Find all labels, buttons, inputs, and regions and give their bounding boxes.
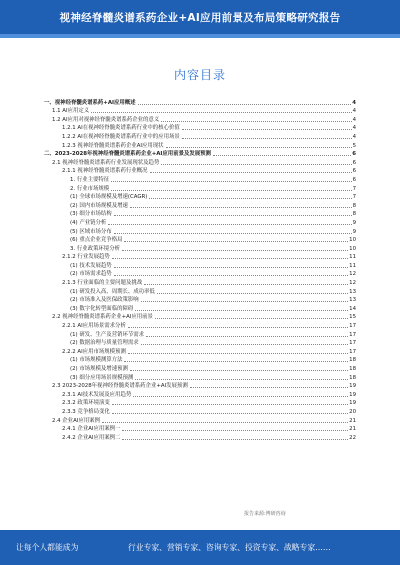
- report-header: [0, 0, 400, 34]
- toc-leader-dots: [111, 181, 351, 182]
- toc-leader-dots: [141, 301, 348, 302]
- toc-entry-text: (1) 技术发展趋势: [70, 262, 112, 269]
- toc-entry[interactable]: [44, 227, 356, 236]
- toc-entry[interactable]: [44, 364, 356, 373]
- toc-entry-text: 2.3 2023-2028年视神经脊髓炎谱系药企业+AI发展预测: [52, 383, 188, 390]
- toc-entry[interactable]: [44, 107, 356, 116]
- toc-page-number: 14: [349, 305, 356, 312]
- toc-leader-dots: [114, 233, 352, 234]
- toc-entry[interactable]: [44, 175, 356, 184]
- toc-entry[interactable]: [44, 390, 356, 399]
- toc-leader-dots: [135, 379, 348, 380]
- toc-entry-text: 2.1 视神经脊髓炎谱系药行业发展现状及趋势: [52, 159, 160, 166]
- toc-entry[interactable]: [44, 356, 356, 365]
- toc-page-number: 5: [352, 142, 356, 149]
- toc-entry[interactable]: [44, 201, 356, 210]
- toc-leader-dots: [122, 250, 348, 251]
- toc-page-number: 11: [349, 254, 356, 261]
- toc-page-number: 6: [352, 176, 356, 183]
- toc-leader-dots: [114, 275, 348, 276]
- toc-page-number: 12: [349, 280, 356, 287]
- toc-entry-text: 2.1.2 行业发展趋势: [62, 254, 110, 261]
- toc-page-number: 17: [349, 348, 356, 355]
- toc-page-number: 17: [349, 323, 356, 330]
- toc-leader-dots: [114, 215, 352, 216]
- toc-entry-text: (1) 研发投入高、周期长、成功率低: [70, 288, 155, 295]
- toc-leader-dots: [150, 172, 352, 173]
- table-of-contents: [44, 98, 356, 442]
- toc-page-number: 19: [349, 383, 356, 390]
- toc-leader-dots: [128, 353, 348, 354]
- toc-entry-text: 3. 行业政策环境分析: [70, 245, 120, 252]
- toc-page-number: 4: [352, 108, 356, 115]
- toc-entry-text: (6) 重点企业竞争格局: [70, 237, 123, 244]
- toc-page-number: 6: [352, 151, 356, 158]
- toc-entry-text: 1.2 AI应用对视神经脊髓炎谱系药企业的意义: [52, 116, 160, 123]
- toc-page-number: 6: [352, 168, 356, 175]
- toc-entry[interactable]: [44, 132, 356, 141]
- toc-entry-text: (1) 市场规模测算方法: [70, 357, 123, 364]
- toc-entry[interactable]: [44, 150, 356, 159]
- toc-entry[interactable]: [44, 347, 356, 356]
- toc-leader-dots: [161, 121, 351, 122]
- toc-leader-dots: [182, 129, 352, 130]
- toc-entry[interactable]: [44, 373, 356, 382]
- toc-leader-dots: [141, 344, 348, 345]
- toc-entry-text: (5) 区域市场分布: [70, 228, 112, 235]
- toc-page-number: 13: [349, 297, 356, 304]
- toc-entry-text: (2) 市场需求趋势: [70, 271, 112, 278]
- toc-entry[interactable]: [44, 158, 356, 167]
- toc-entry[interactable]: [44, 382, 356, 391]
- toc-entry-text: (2) 数据治理与质量管理需求: [70, 340, 139, 347]
- toc-entry[interactable]: [44, 339, 356, 348]
- toc-entry-text: 1. 行业主要特征: [70, 176, 110, 183]
- toc-entry-text: 2.3.1 AI技术发展及应用趋势: [62, 391, 132, 398]
- report-title: 视神经脊髓炎谱系药企业+AI应用前景及布局策略研究报告: [59, 11, 341, 24]
- toc-page-number: 20: [349, 408, 356, 415]
- watermark: 报告来源:博研咨询: [244, 511, 286, 517]
- toc-entry-text: 2.4.1 企业AI应用案例一: [62, 426, 121, 433]
- toc-entry[interactable]: [44, 98, 356, 107]
- footer-expert-list: 行业专家、营销专家、咨询专家、投资专家、战略专家……: [128, 543, 331, 552]
- toc-leader-dots: [112, 258, 348, 259]
- toc-entry-text: 2.1.1 视神经脊髓炎谱系药行业概况: [62, 168, 148, 175]
- toc-entry[interactable]: [44, 425, 356, 434]
- toc-entry-text: 二、2023-2028年视神经脊髓炎谱系药企业+AI应用前景及发展预测: [44, 151, 211, 158]
- toc-entry[interactable]: [44, 244, 356, 253]
- toc-page-number: 21: [349, 417, 356, 424]
- toc-leader-dots: [124, 241, 348, 242]
- toc-entry-text: (2) 市场准入及医保政策影响: [70, 297, 139, 304]
- toc-entry-text: 2.4 企业AI应用案例: [52, 417, 100, 424]
- toc-entry-text: 2.2 视神经脊髓炎谱系药企业+AI应用前景: [52, 314, 153, 321]
- toc-leader-dots: [149, 198, 351, 199]
- toc-leader-dots: [102, 422, 348, 423]
- toc-page-number: 18: [349, 366, 356, 372]
- toc-entry[interactable]: [44, 124, 356, 133]
- toc-leader-dots: [138, 104, 352, 105]
- toc-leader-dots: [122, 430, 348, 431]
- toc-leader-dots: [213, 155, 351, 156]
- toc-page-number: 10: [349, 245, 356, 252]
- toc-entry[interactable]: [44, 399, 356, 408]
- footer-banner: [0, 530, 400, 565]
- toc-page-number: 22: [349, 434, 356, 441]
- toc-page-number: 10: [349, 237, 356, 244]
- toc-entry[interactable]: [44, 433, 356, 442]
- toc-page-number: 9: [352, 228, 356, 235]
- toc-entry[interactable]: [44, 304, 356, 313]
- toc-entry[interactable]: [44, 313, 356, 322]
- toc-entry-text: 2.3.3 竞争格局变化: [62, 408, 110, 415]
- toc-page-number: 19: [349, 391, 356, 398]
- toc-page-number: 18: [349, 374, 356, 381]
- toc-page-number: 7: [352, 194, 356, 201]
- toc-page-number: 21: [349, 426, 356, 433]
- toc-page-number: 17: [349, 340, 356, 347]
- toc-page-number: 19: [349, 400, 356, 407]
- toc-page-number: 4: [352, 133, 356, 140]
- toc-entry[interactable]: [44, 141, 356, 150]
- toc-leader-dots: [130, 370, 348, 371]
- toc-leader-dots: [91, 112, 351, 113]
- toc-entry[interactable]: [44, 287, 356, 296]
- toc-leader-dots: [135, 310, 348, 311]
- toc-entry[interactable]: [44, 184, 356, 193]
- toc-leader-dots: [133, 396, 348, 397]
- toc-leader-dots: [155, 318, 348, 319]
- toc-title: 内容目录: [173, 68, 226, 82]
- toc-entry[interactable]: [44, 296, 356, 305]
- toc-entry[interactable]: [44, 321, 356, 330]
- toc-entry-text: 2.2.1 AI应用场景需求分析: [62, 323, 126, 330]
- toc-entry-text: 1.2.3 视神经脊髓炎谱系药企业AI应用现状: [62, 142, 164, 149]
- toc-entry-text: 2. 行业市场规模: [70, 185, 110, 192]
- toc-page-number: 12: [349, 271, 356, 278]
- toc-entry-text: 2.2.2 AI应用市场规模预测: [62, 348, 126, 355]
- toc-page-number: 4: [352, 116, 356, 123]
- toc-entry[interactable]: [44, 115, 356, 124]
- footer-slogan: 让每个人都能成为: [16, 543, 79, 552]
- toc-entry[interactable]: [44, 253, 356, 262]
- toc-entry-text: (2) 国内市场规模及增速: [70, 202, 128, 209]
- toc-entry-text: 2.3.2 政策环境演变: [62, 400, 110, 407]
- toc-entry-text: 2.4.2 企业AI应用案例二: [62, 434, 121, 441]
- toc-leader-dots: [144, 284, 348, 285]
- toc-entry[interactable]: [44, 278, 356, 287]
- toc-page-number: 9: [352, 219, 356, 226]
- toc-entry[interactable]: [44, 236, 356, 245]
- toc-entry-text: 2.1.3 行业面临的主要问题及挑战: [62, 280, 143, 287]
- toc-page-number: 4: [352, 125, 356, 132]
- toc-entry-text: (1) 全球市场规模及增速(CAGR): [70, 194, 148, 201]
- toc-entry[interactable]: [44, 210, 356, 219]
- toc-entry-text: 1.2.2 AI在视神经脊髓炎谱系药行业中的应用场景: [62, 133, 180, 140]
- toc-entry-text: (3) 数字化转型面临的障碍: [70, 305, 134, 312]
- toc-leader-dots: [124, 361, 348, 362]
- toc-leader-dots: [122, 439, 348, 440]
- toc-leader-dots: [157, 293, 348, 294]
- toc-entry-text: 一、视神经脊髓炎谱系药+AI应用概述: [44, 99, 136, 106]
- toc-leader-dots: [111, 190, 351, 191]
- toc-leader-dots: [112, 413, 348, 414]
- toc-entry[interactable]: [44, 270, 356, 279]
- toc-leader-dots: [166, 147, 352, 148]
- toc-page-number: 6: [352, 159, 356, 166]
- toc-entry[interactable]: [44, 167, 356, 176]
- toc-entry[interactable]: [44, 261, 356, 270]
- toc-entry[interactable]: [44, 407, 356, 416]
- toc-page-number: 4: [352, 99, 356, 106]
- toc-leader-dots: [146, 336, 348, 337]
- toc-leader-dots: [130, 207, 352, 208]
- toc-entry-text: (2) 市场规模及增速预测: [70, 366, 128, 372]
- toc-entry[interactable]: [44, 193, 356, 202]
- toc-page-number: 17: [349, 331, 356, 338]
- toc-page-number: 11: [349, 262, 356, 269]
- toc-leader-dots: [161, 164, 351, 165]
- toc-leader-dots: [128, 327, 348, 328]
- toc-leader-dots: [190, 387, 348, 388]
- toc-leader-dots: [112, 404, 348, 405]
- toc-page-number: 7: [352, 185, 356, 192]
- toc-entry-text: (1) 研发、生产及营销环节需求: [70, 331, 145, 338]
- toc-leader-dots: [108, 224, 351, 225]
- toc-entry[interactable]: [44, 416, 356, 425]
- toc-page-number: 18: [349, 357, 356, 364]
- toc-entry-text: (3) 细分市场结构: [70, 211, 112, 218]
- toc-entry-text: 1.1 AI应用定义: [52, 108, 90, 115]
- toc-page-number: 15: [349, 314, 356, 321]
- toc-page-number: 8: [352, 202, 356, 209]
- toc-page-number: 8: [352, 211, 356, 218]
- toc-entry[interactable]: [44, 330, 356, 339]
- toc-entry-text: (3) 细分应用场景规模预测: [70, 374, 134, 381]
- toc-entry[interactable]: [44, 218, 356, 227]
- toc-leader-dots: [114, 267, 348, 268]
- toc-leader-dots: [182, 138, 352, 139]
- toc-entry-text: 1.2.1 AI在视神经脊髓炎谱系药行业中的核心价值: [62, 125, 180, 132]
- toc-page-number: 13: [349, 288, 356, 295]
- toc-entry-text: (4) 产业链分析: [70, 219, 107, 226]
